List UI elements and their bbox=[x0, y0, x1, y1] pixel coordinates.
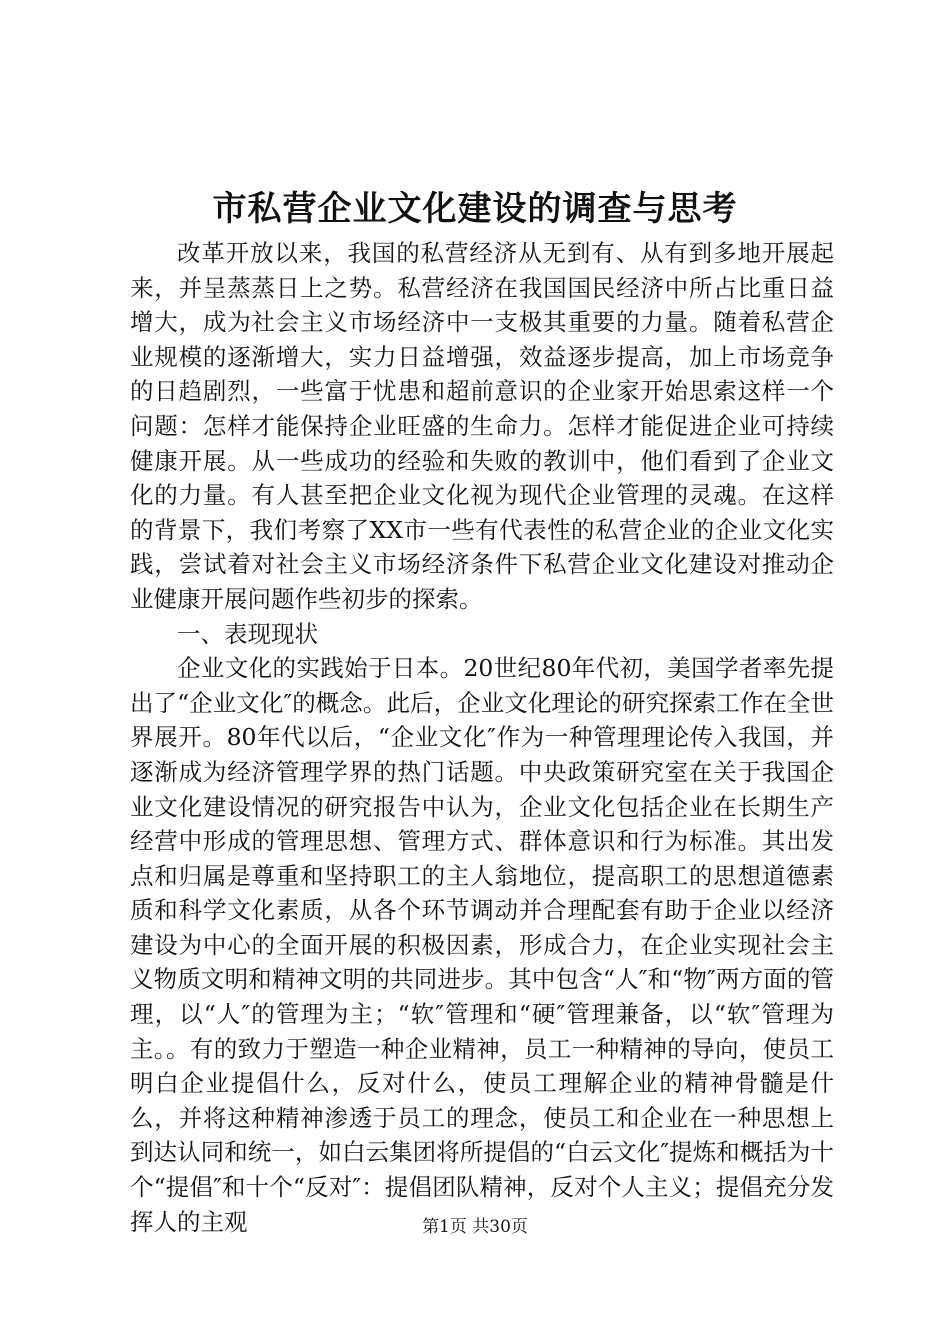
page-footer: 第1页 共30页 bbox=[422, 1217, 528, 1237]
section-heading: 一、表现现状 bbox=[177, 619, 318, 648]
document-body bbox=[130, 236, 834, 1239]
paragraph-status: 企业文化的实践始于日本。20世纪80年代初，美国学者率先提出了“企业文化″的概念。此后，企业文化理论的研究探索工作在全世界展开。80年代以后，“企业文化″作为一种管理理论传入我国，并逐渐成为经济管理学界的热门话题。中央政策研究室在关于我国企业文化建设情况的研究报告中认为，企业文化包括企业在长期生产经营中形成的管理思想、管理方式、群体意识和行为标准。其出发点和归属是尊重和坚持职工的主人翁地位，提高职工的思想道德素质和科学文化素质，从各个环节调动并合理配套有助于企业以经济建设为中心的全面开展的积极因素，形成合力，在企业实现社会主义物质文明和精神文明的共同进步。其中包含“人″和“物″两方面的管理，以“人″的管理为主；“软″管理和“硬″管理兼备，以“软″管理为主。。有的致力于塑造一种企业精神，员工一种精神的导向，使员工明白企业提倡什么，反对什么，使员工理解企业的精神骨髓是什么，并将这种精神渗透于员工的理念，使员工和企业在一种思想上到达认同和统一，如白云集团将所提倡的“白云文化″提炼和概括为十个“提倡″和十个“反对″：提倡团队精神，反对个人主义；提倡充分发挥人的主观 bbox=[130, 654, 834, 1236]
document-title: 市私营企业文化建设的调查与思考 bbox=[212, 189, 738, 229]
paragraph-intro: 改革开放以来，我国的私营经济从无到有、从有到多地开展起来，并呈蒸蒸日上之势。私营经济在我国国民经济中所占比重日益增大，成为社会主义市场经济中一支极其重要的力量。随着私营企业规模的逐渐增大，实力日益增强，效益逐步提高，加上市场竞争的日趋剧烈，一些富于忧患和超前意识的企业家开始思索这样一个问题：怎样才能保持企业旺盛的生命力。怎样才能促进企业可持续健康开展。从一些成功的经验和失败的教训中，他们看到了企业文化的力量。有人甚至把企业文化视为现代企业管理的灵魂。在这样的背景下，我们考察了XX市一些有代表性的私营企业的企业文化实践，尝试着对社会主义市场经济条件下私营企业文化建设对推动企业健康开展问题作些初步的探索。 bbox=[130, 239, 834, 613]
